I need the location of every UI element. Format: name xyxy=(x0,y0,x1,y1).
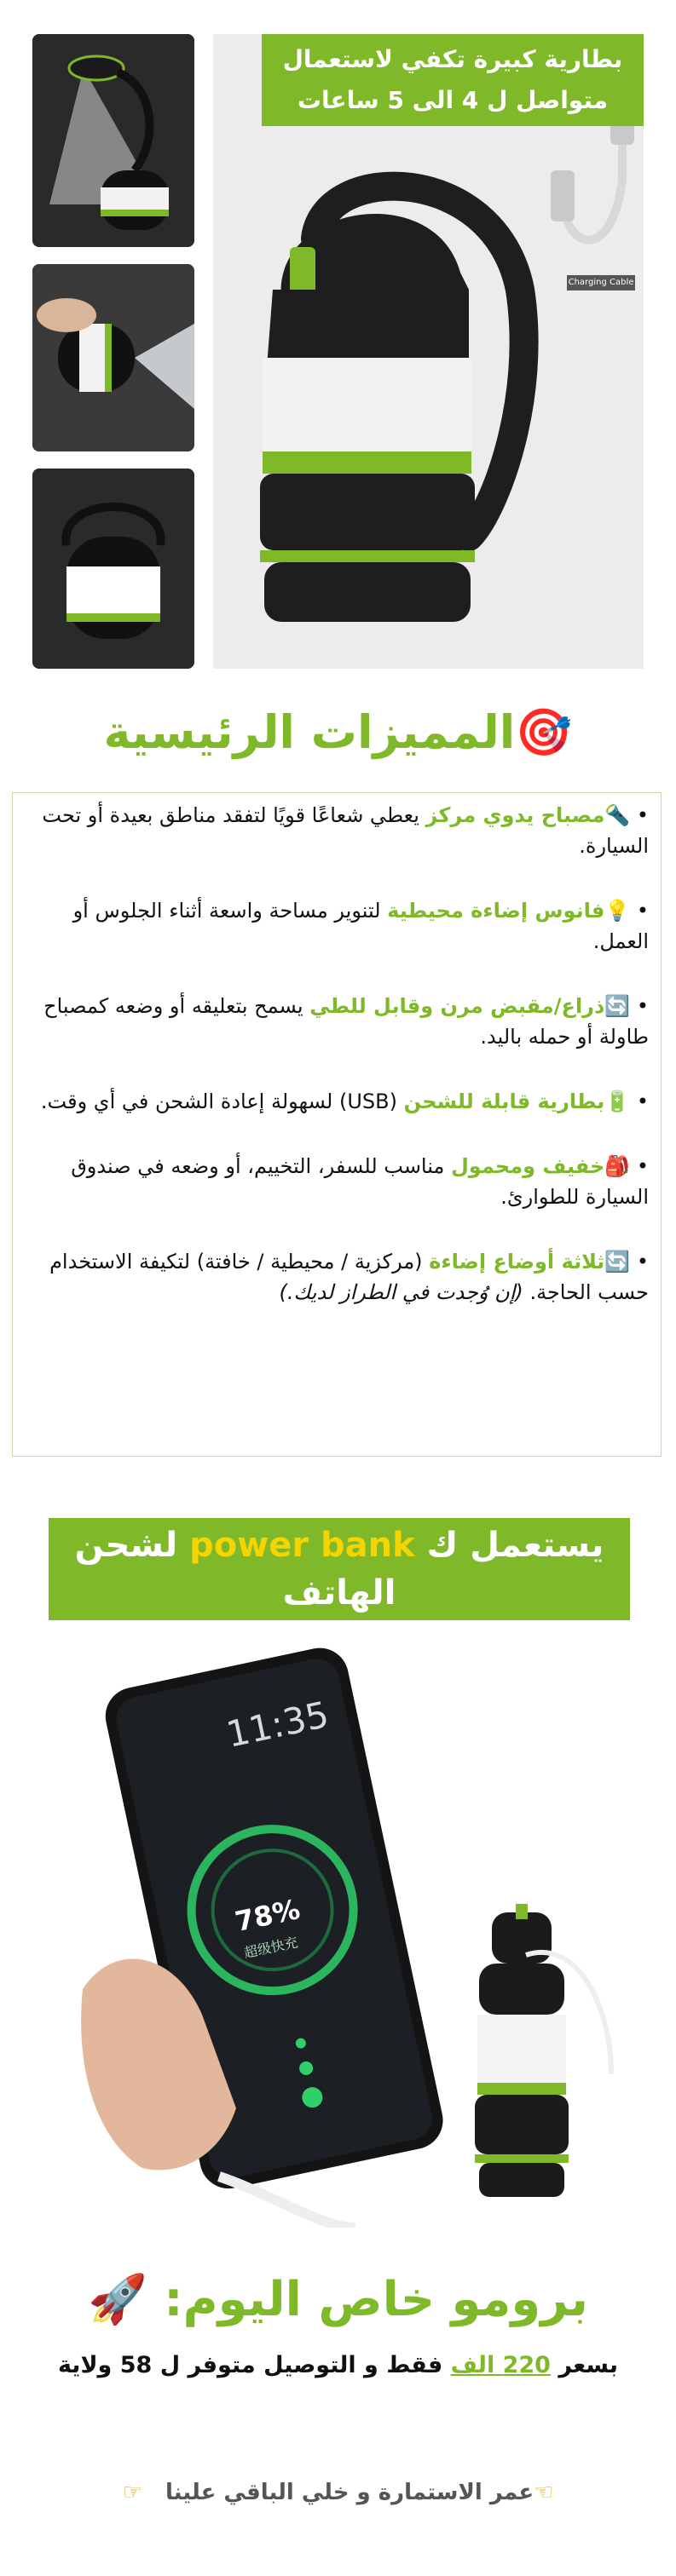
thumbnail-lamp-desk[interactable] xyxy=(32,34,194,247)
battery-banner-line2: متواصل ل 4 الى 5 ساعات xyxy=(297,86,609,114)
feature-item: • 💡فانوس إضاءة محيطية لتنوير مساحة واسعة أثناء الجلوس أو العمل. xyxy=(72,899,649,953)
feature-highlight: خفيف ومحمول xyxy=(450,1154,605,1178)
promo-title-text: برومو خاص اليوم: xyxy=(164,2272,589,2327)
feature-item: • 🔄ذراع/مقبض مرن وقابل للطي يسمح بتعليقه أو وضعه كمصباح طاولة أو حمله باليد. xyxy=(43,994,649,1049)
phone-charge-text: 超级快充 xyxy=(242,1934,300,1962)
pointing-hand-icon: ☜ xyxy=(534,2480,554,2505)
feature-item: • 🔦مصباح يدوي مركز يعطي شعاعًا قويًا لتفقد مناطق بعيدة أو تحت السيارة. xyxy=(42,803,649,858)
lightbulb-icon: 💡 xyxy=(604,899,631,923)
hero-product-image xyxy=(213,34,644,669)
cycle-icon: 🔄 xyxy=(604,1250,631,1274)
feature-note: (إن وُجدت في الطراز لديك.) xyxy=(279,1280,523,1304)
cta-text: عمر الاستمارة و خلي الباقي علينا xyxy=(165,2480,534,2505)
battery-banner-line1: بطارية كبيرة تكفي لاستعمال xyxy=(282,45,623,73)
features-title-text: المميزات الرئيسية xyxy=(103,705,516,759)
promo-title xyxy=(0,2266,676,2334)
target-icon: 🎯 xyxy=(515,705,573,759)
feature-text: يسمح بتعليقه أو وضعه كمصباح طاولة أو حمله باليد. xyxy=(43,994,649,1049)
feature-item: • 🔋بطارية قابلة للشحن (USB) لسهولة إعادة الشحن في أي وقت. xyxy=(40,1090,649,1113)
feature-highlight: فانوس إضاءة محيطية xyxy=(387,899,605,923)
powerbank-banner-line1 xyxy=(49,1521,630,1569)
powerbank-prefix: يستعمل ك xyxy=(414,1526,604,1565)
rotate-icon: 🔄 xyxy=(604,994,631,1018)
promo-price xyxy=(0,2344,676,2387)
powerbank-brand: power bank xyxy=(189,1526,415,1565)
lamp-hand-illustration xyxy=(32,264,194,451)
feature-item: • 🔄ثلاثة أوضاع إضاءة (مركزية / محيطية / خافتة) لتكيفة الاستخدام حسب الحاجة. (إن وُجدت في الطراز لديك.) xyxy=(49,1250,649,1304)
feature-highlight: ذراع/مقبض مرن وقابل للطي xyxy=(309,994,605,1018)
feature-text: لتنوير مساحة واسعة أثناء الجلوس أو العمل. xyxy=(72,899,649,953)
thumbnail-lamp-hand[interactable] xyxy=(32,264,194,451)
feature-text: (USB) لسهولة إعادة الشحن في أي وقت. xyxy=(40,1090,404,1113)
feature-text: يعطي شعاعًا قويًا لتفقد مناطق بعيدة أو تحت السيارة. xyxy=(42,803,649,858)
feature-text: (مركزية / محيطية / خافتة) لتكيفة الاستخدام حسب الحاجة. xyxy=(49,1250,649,1304)
price-suffix: فقط و التوصيل متوفر ل 58 ولاية xyxy=(57,2352,451,2378)
powerbank-suffix: لشحن xyxy=(74,1526,190,1565)
rocket-icon: 🚀 xyxy=(87,2272,147,2327)
lamp-desk-illustration xyxy=(32,34,194,247)
price-value: 220 الف xyxy=(450,2352,551,2378)
price-prefix: بسعر xyxy=(550,2352,619,2378)
lamp-lantern-illustration xyxy=(32,469,194,669)
pointing-hand-icon: ☞ xyxy=(122,2480,142,2505)
feature-highlight: مصباح يدوي مركز xyxy=(425,803,605,827)
battery-banner xyxy=(262,34,644,126)
backpack-icon: 🎒 xyxy=(604,1154,631,1178)
battery-icon: 🔋 xyxy=(604,1090,631,1113)
feature-item: • 🎒خفيف ومحمول مناسب للسفر، التخييم، أو وضعه في صندوق السيارة للطوارئ. xyxy=(71,1154,649,1209)
phone-time: 11:35 xyxy=(222,1693,332,1756)
flashlight-icon: 🔦 xyxy=(604,803,631,827)
order-cta[interactable] xyxy=(0,2469,676,2516)
thumbnail-lamp-lantern[interactable] xyxy=(32,469,194,669)
features-list xyxy=(12,792,662,1457)
feature-text: مناسب للسفر، التخييم، أو وضعه في صندوق السيارة للطوارئ. xyxy=(71,1154,649,1209)
powerbank-banner xyxy=(49,1518,630,1620)
feature-highlight: ثلاثة أوضاع إضاءة xyxy=(429,1250,605,1274)
phone-charge-percent: 78% xyxy=(232,1892,303,1939)
charging-cable-label: Charging Cable xyxy=(567,275,635,290)
feature-highlight: بطارية قابلة للشحن xyxy=(403,1090,605,1113)
features-title xyxy=(0,694,676,771)
powerbank-banner-line2: الهاتف xyxy=(282,1573,396,1613)
lantern-product-illustration xyxy=(213,34,644,669)
